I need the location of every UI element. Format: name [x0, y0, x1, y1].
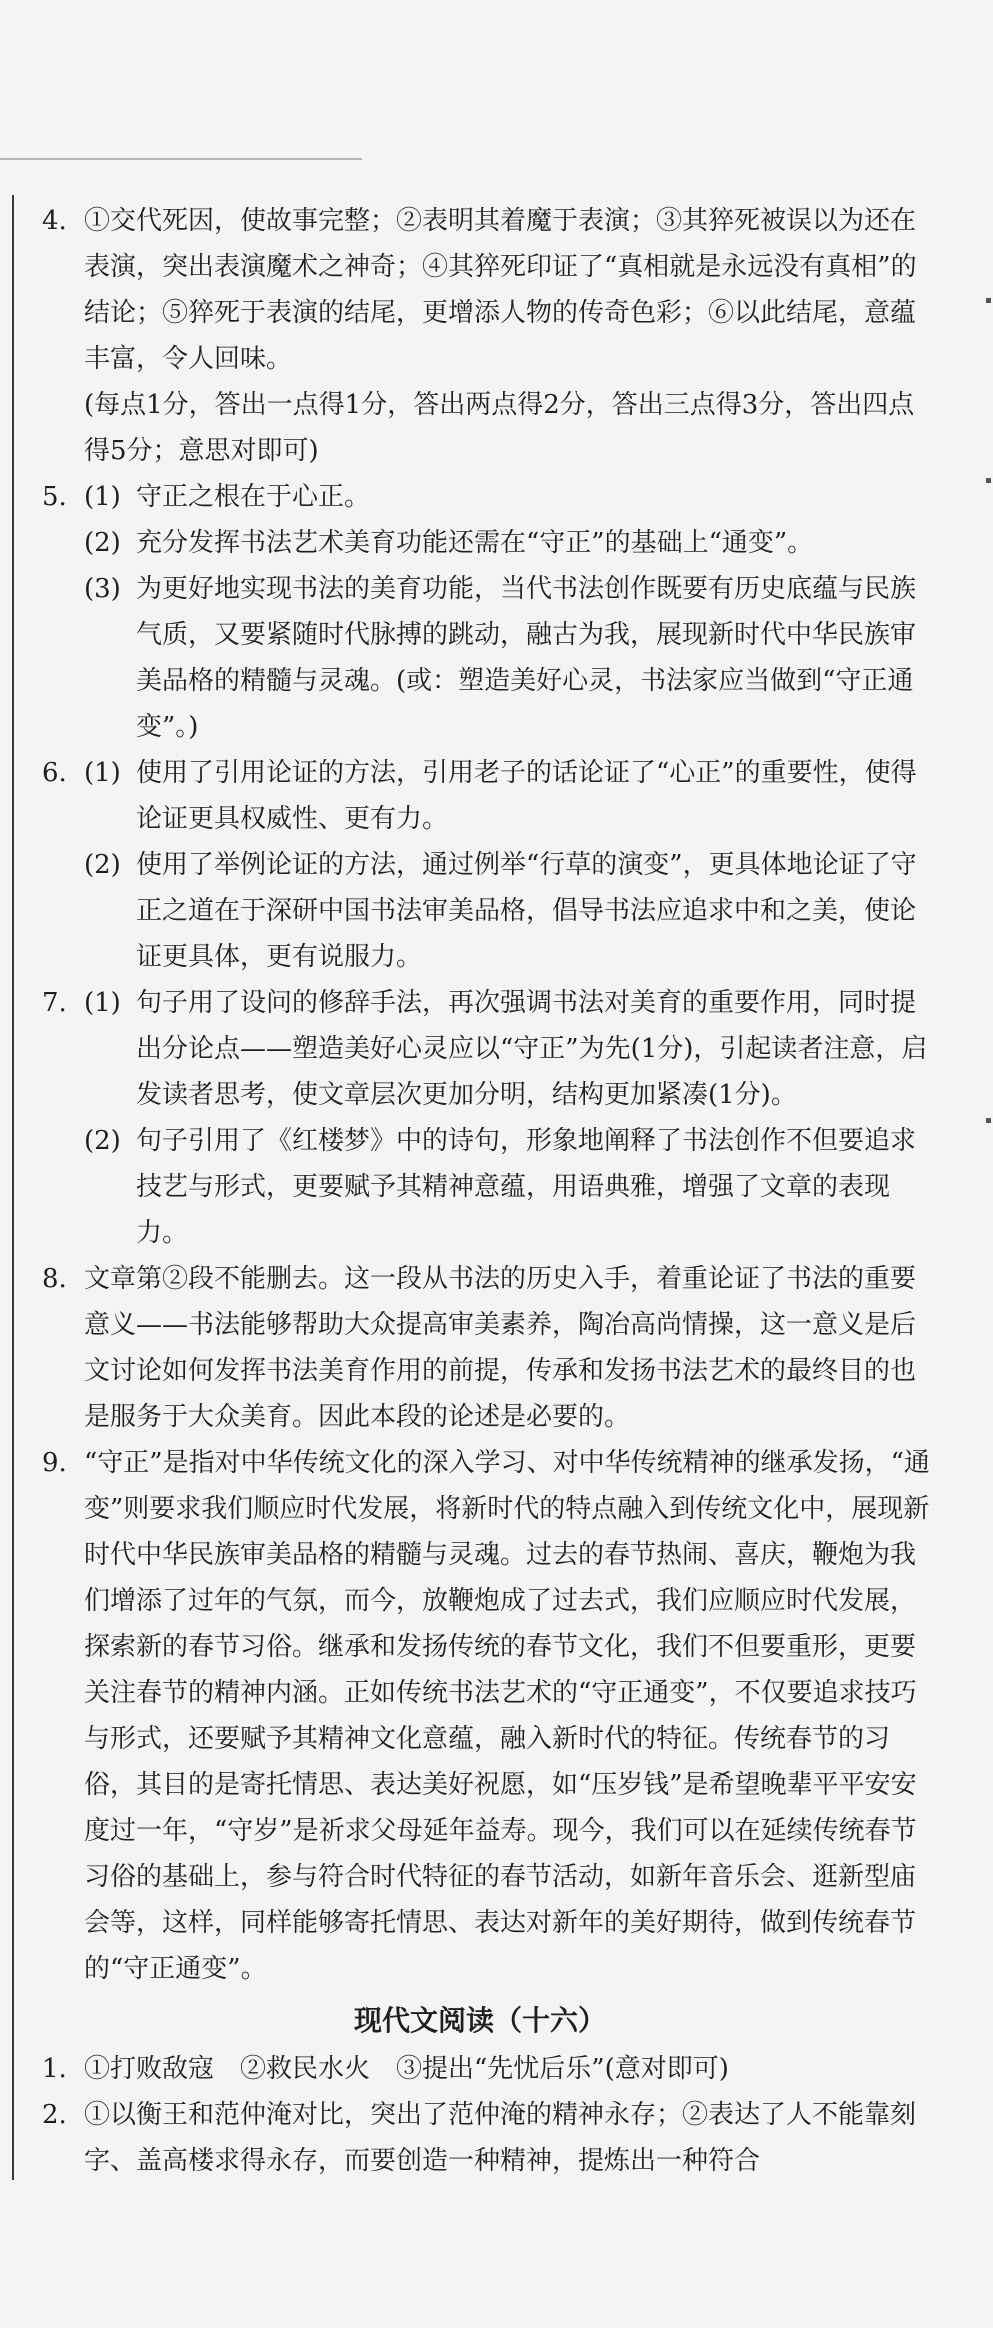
answer-item-9 [30, 1440, 930, 1992]
sub-answer-text: 使用了举例论证的方法，通过例举“行草的演变”，更具体地论证了守正之道在于深研中国书法审美品格，倡导书法应追求中和之美，使论证更具体，更有说服力。 [136, 850, 917, 972]
item-number: 2. [42, 2100, 67, 2130]
sub-answer [84, 1118, 930, 1256]
section-title: 现代文阅读（十六） [353, 2004, 606, 2037]
item-number: 4. [42, 206, 67, 236]
sub-number: (1) [84, 482, 121, 512]
sub-number: (1) [84, 988, 121, 1018]
sub-answer [84, 474, 930, 520]
answer-content [30, 198, 930, 2184]
margin-rule [12, 195, 14, 2180]
sub-answer [84, 520, 930, 566]
item-number: 9. [42, 1448, 67, 1478]
sub-answer [84, 842, 930, 980]
item-number: 5. [42, 482, 67, 512]
header-rule [0, 158, 362, 160]
answer-text: ①以衡王和范仲淹对比，突出了范仲淹的精神永存；②表达了人不能靠刻字、盖高楼求得永存，而要创造一种精神，提炼出一种符合 [84, 2100, 917, 2176]
sub-number: (3) [84, 574, 121, 604]
answer-item-s1 [30, 2046, 930, 2092]
answer-item-7 [30, 980, 930, 1256]
sub-number: (1) [84, 758, 121, 788]
sub-answer-text: 充分发挥书法艺术美育功能还需在“守正”的基础上“通变”。 [136, 528, 814, 558]
answer-text: ①打败敌寇 ②救民水火 ③提出“先忧后乐”(意对即可) [84, 2054, 729, 2084]
item-number: 1. [42, 2054, 67, 2084]
sub-number: (2) [84, 1126, 121, 1156]
sub-number: (2) [84, 850, 121, 880]
answer-item-6 [30, 750, 930, 980]
sub-answer [84, 566, 930, 750]
sub-answer-text: 使用了引用论证的方法，引用老子的话论证了“心正”的重要性，使得论证更具权威性、更有力。 [136, 758, 917, 834]
answer-item-s2 [30, 2092, 930, 2184]
sub-answer-text: 为更好地实现书法的美育功能，当代书法创作既要有历史底蕴与民族气质，又要紧随时代脉搏的跳动，融古为我，展现新时代中华民族审美品格的精髓与灵魂。(或：塑造美好心灵，书法家应当做到“守正通变”。) [136, 574, 917, 742]
scan-mark [986, 478, 991, 483]
sub-answer [84, 980, 930, 1118]
item-number: 8. [42, 1264, 67, 1294]
answer-item-4 [30, 198, 930, 474]
answer-item-5 [30, 474, 930, 750]
answer-text: 文章第②段不能删去。这一段从书法的历史入手，着重论证了书法的重要意义——书法能够帮助大众提高审美素养，陶冶高尚情操，这一意义是后文讨论如何发挥书法美育作用的前提，传承和发扬书法艺术的最终目的也是服务于大众美育。因此本段的论述是必要的。 [84, 1264, 917, 1432]
sub-answer-text: 句子引用了《红楼梦》中的诗句，形象地阐释了书法创作不但要追求技艺与形式，更要赋予其精神意蕴，用语典雅，增强了文章的表现力。 [136, 1126, 917, 1248]
answer-item-8 [30, 1256, 930, 1440]
sub-number: (2) [84, 528, 121, 558]
sub-answer-text: 句子用了设问的修辞手法，再次强调书法对美育的重要作用，同时提出分论点——塑造美好心灵应以“守正”为先(1分)，引起读者注意，启发读者思考，使文章层次更加分明，结构更加紧凑(1分)。 [136, 988, 928, 1110]
scan-mark [986, 1118, 991, 1123]
item-number: 7. [42, 988, 67, 1018]
answer-text: “守正”是指对中华传统文化的深入学习、对中华传统精神的继承发扬，“通变”则要求我们顺应时代发展，将新时代的特点融入到传统文化中，展现新时代中华民族审美品格的精髓与灵魂。过去的春节热闹、喜庆，鞭炮为我们增添了过年的气氛，而今，放鞭炮成了过去式，我们应顺应时代发展，探索新的春节习俗。继承和发扬传统的春节文化，我们不但要重形，更要关注春节的精神内涵。正如传统书法艺术的“守正通变”，不仅要追求技巧与形式，还要赋予其精神文化意蕴，融入新时代的特征。传统春节的习俗，其目的是寄托情思、表达美好祝愿，如“压岁钱”是希望晚辈平平安安度过一年，“守岁”是祈求父母延年益寿。现今，我们可以在延续传统春节习俗的基础上，参与符合时代特征的春节活动，如新年音乐会、逛新型庙会等，这样，同样能够寄托情思、表达对新年的美好期待，做到传统春节的“守正通变”。 [84, 1448, 930, 1984]
scan-mark [986, 298, 991, 303]
sub-answer-text: 守正之根在于心正。 [136, 482, 371, 512]
item-number: 6. [42, 758, 67, 788]
answer-text: ①交代死因，使故事完整；②表明其着魔于表演；③其猝死被误以为还在表演，突出表演魔术之神奇；④其猝死印证了“真相就是永远没有真相”的结论；⑤猝死于表演的结尾，更增添人物的传奇色彩；⑥以此结尾，意蕴丰富，令人回味。 [84, 206, 917, 374]
scoring-note: (每点1分，答出一点得1分，答出两点得2分，答出三点得3分，答出四点得5分；意思对即可) [84, 390, 915, 466]
sub-answer [84, 750, 930, 842]
